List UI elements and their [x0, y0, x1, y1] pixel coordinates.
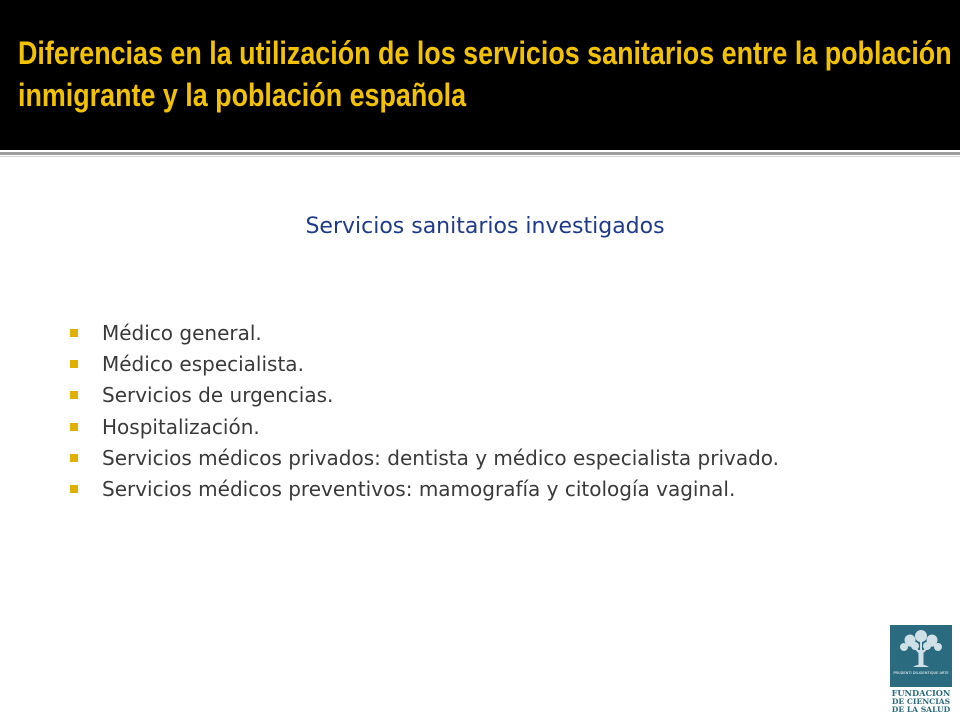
list-item	[68, 318, 779, 349]
list-item-text: Hospitalización.	[102, 414, 260, 439]
title-bar	[0, 0, 960, 150]
slide-subtitle: Servicios sanitarios investigados	[305, 214, 665, 239]
list-item-text: Médico especialista.	[102, 352, 304, 377]
list-item	[68, 474, 779, 505]
slide-title	[18, 32, 952, 116]
logo-name-line-1: FUNDACION	[891, 688, 951, 698]
slide-title-line-1: Diferencias en la utilización de los servicios sanitarios entre la población	[18, 35, 952, 71]
list-item	[68, 380, 779, 411]
list-item	[68, 412, 779, 443]
square-bullet-icon	[70, 329, 78, 337]
logo-name-line-3: DE LA SALUD	[891, 705, 951, 714]
list-item-text: Servicios de urgencias.	[102, 383, 334, 408]
bullet-list	[68, 318, 779, 505]
list-item	[68, 349, 779, 380]
list-item	[68, 443, 779, 474]
list-item-text: Servicios médicos preventivos: mamografía y citología vaginal.	[102, 476, 736, 501]
square-bullet-icon	[70, 360, 78, 368]
slide-title-line-2: inmigrante y la población española	[18, 77, 467, 113]
square-bullet-icon	[70, 391, 78, 399]
list-item-text: Médico general.	[102, 321, 262, 345]
square-bullet-icon	[70, 485, 78, 493]
square-bullet-icon	[70, 423, 78, 431]
list-item-text: Servicios médicos privados: dentista y médico especialista privado.	[102, 445, 780, 470]
logo-motto: PRUDENTI DILIGENTIQUE ARTE	[893, 671, 949, 675]
logo-name-line-2: DE CIENCIAS	[891, 697, 951, 706]
title-divider	[0, 152, 960, 155]
foundation-logo	[889, 624, 953, 714]
square-bullet-icon	[70, 454, 78, 462]
title-divider-thin	[0, 156, 960, 157]
